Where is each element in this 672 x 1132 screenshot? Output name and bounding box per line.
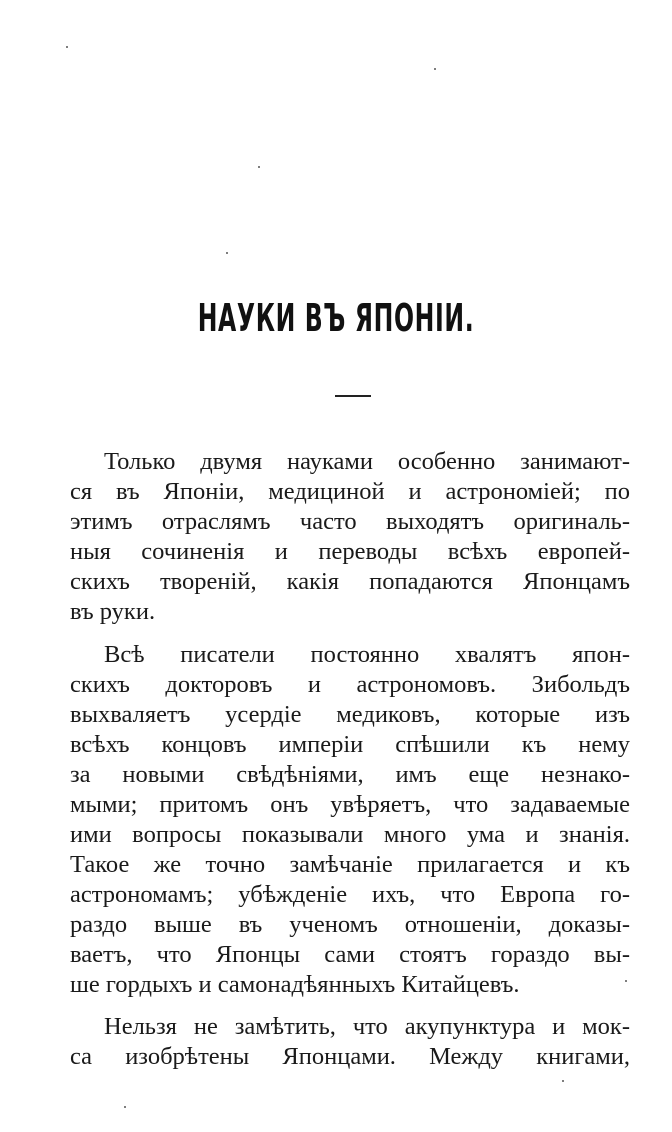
text-line: ваетъ, что Японцы сами стоятъ гораздо вы-	[70, 941, 630, 968]
chapter-title: НАУКИ ВЪ ЯПОНІИ.	[197, 296, 475, 340]
text-line: Такое же точно замѣчаніе прилагается и къ	[70, 851, 630, 878]
text-line: этимъ отраслямъ часто выходятъ оригиналь-	[70, 508, 630, 535]
text-line: за новыми свѣдѣніями, имъ еще незнако-	[70, 761, 630, 788]
paragraph-2	[70, 640, 630, 1000]
text-line: астрономамъ; убѣжденіе ихъ, что Европа го-	[70, 881, 630, 908]
paper-speck	[625, 980, 627, 982]
text-line: раздо выше въ ученомъ отношеніи, доказы-	[70, 911, 630, 938]
text-line: всѣхъ концовъ имперіи спѣшили къ нему	[70, 731, 630, 758]
text-line: са изобрѣтены Японцами. Между книгами,	[70, 1043, 630, 1070]
paper-speck	[226, 252, 228, 254]
text-line: мыми; притомъ онъ увѣряетъ, что задаваемые	[70, 791, 630, 818]
text-line: Всѣ писатели постоянно хвалятъ япон-	[104, 641, 630, 668]
text-line: Только двумя науками особенно занимают-	[104, 448, 630, 475]
title-divider	[335, 395, 371, 397]
text-line: ше гордыхъ и самонадѣянныхъ Китайцевъ.	[70, 971, 520, 998]
paper-speck	[66, 46, 68, 48]
text-line: Нельзя не замѣтить, что акупунктура и мок-	[104, 1013, 630, 1040]
text-line: скихъ докторовъ и астрономовъ. Зибольдъ	[70, 671, 630, 698]
paragraph-3	[70, 1012, 630, 1072]
paper-speck	[434, 68, 436, 70]
text-line: ныя сочиненія и переводы всѣхъ европей-	[70, 538, 630, 565]
paragraph-1	[70, 447, 630, 627]
paper-speck	[562, 1080, 564, 1082]
text-line: въ руки.	[70, 598, 156, 625]
paper-speck	[124, 1106, 126, 1108]
text-line: ими вопросы показывали много ума и знанія.	[70, 821, 630, 848]
text-line: скихъ твореній, какія попадаются Японцамъ	[70, 568, 630, 595]
text-line: ся въ Японіи, медициной и астрономіей; по	[70, 478, 630, 505]
paper-speck	[258, 166, 260, 168]
text-line: выхваляетъ усердіе медиковъ, которые изъ	[70, 701, 630, 728]
